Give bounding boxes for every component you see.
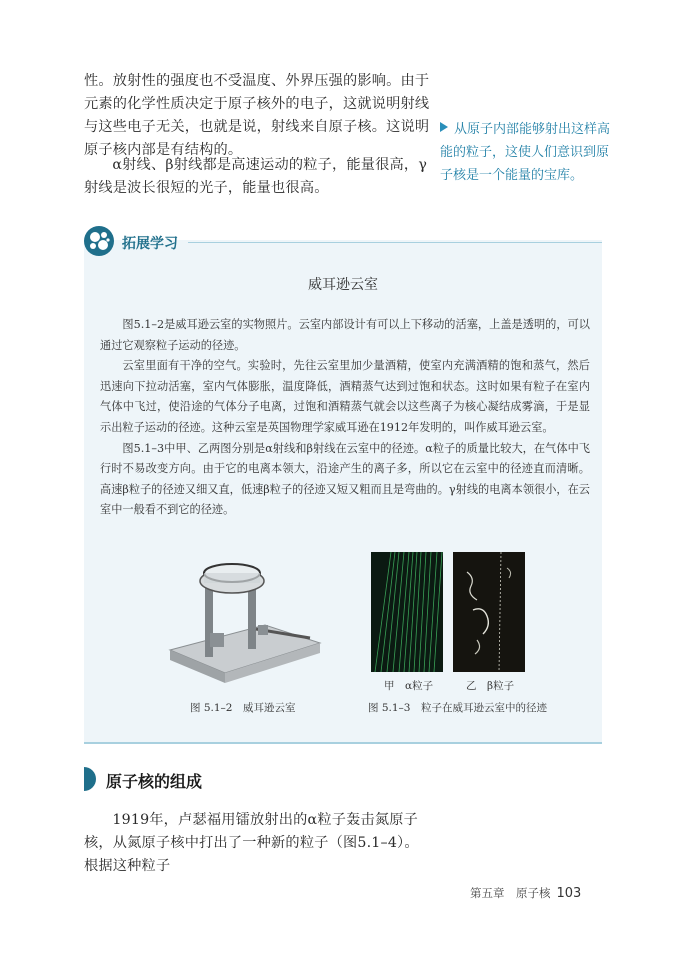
paragraph-text: α射线、β射线都是高速运动的粒子，能量很高，γ射线是波长很短的光子，能量也很高。 — [84, 157, 428, 196]
paragraph-text: 性。放射性的强度也不受温度、外界压强的影响。由于元素的化学性质决定于原子核外的电子，这就说明射线与这些电子无关，也就是说，射线来自原子核。这说明原子核内部是有结构的。 — [84, 73, 430, 158]
extension-bottom-divider — [84, 742, 602, 744]
margin-note — [440, 118, 610, 187]
cloud-chamber-photo — [160, 545, 330, 695]
extension-paragraph: 云室里面有干净的空气。实验时，先往云室里加少量酒精，使室内充满酒精的饱和蒸气，然后迅速向下拉动活塞，室内气体膨胀，温度降低，酒精蒸气达到过饱和状态。这时如果有粒子在室内气体中飞过，使沿途的气体分子电离，过饱和酒精蒸气就会以这些离子为核心凝结成雾滴，于是显示出粒子运动的径迹。这种云室是英国物理学家威耳逊在1912年发明的，叫作威耳逊云室。 — [100, 359, 590, 434]
figure-label-beta: 乙 β粒子 — [466, 680, 515, 692]
section-marker-icon — [84, 767, 96, 791]
body-paragraph-3 — [84, 809, 432, 878]
extension-paragraph: 图5.1–2是威耳逊云室的实物照片。云室内部设计有可以上下移动的活塞，上盖是透明的，可以通过它观察粒子运动的径迹。 — [100, 318, 590, 352]
footer-chapter: 第五章 原子核 — [470, 886, 551, 900]
figure-label-alpha: 甲 α粒子 — [384, 680, 434, 692]
header-divider — [188, 242, 602, 243]
extension-text — [100, 315, 590, 521]
margin-note-text: 从原子内部能够射出这样高能的粒子，这使人们意识到原子核是一个能量的宝库。 — [440, 122, 611, 183]
paragraph-text: 1919年，卢瑟福用镭放射出的α粒子轰击氮原子核，从氮原子核中打出了一种新的粒子（图5.1–4）。根据这种粒子 — [84, 812, 419, 874]
triangle-marker-icon — [440, 122, 448, 132]
body-paragraph-2 — [84, 154, 432, 200]
extension-header-title: 拓展学习 — [122, 236, 178, 252]
figure-caption: 图 5.1–2 威耳逊云室 — [190, 702, 296, 714]
section-title: 原子核的组成 — [106, 772, 203, 791]
extension-paragraph: 图5.1–3中甲、乙两图分别是α射线和β射线在云室中的径迹。α粒子的质量比较大，在气体中飞行时不易改变方向。由于它的电离本领大，沿途产生的离子多，所以它在云室中的径迹直而清晰。高速β粒子的径迹又细又直，低速β粒子的径迹又短又粗而且是弯曲的。γ射线的电离本领很小，在云室中一般看不到它的径迹。 — [100, 441, 590, 517]
body-paragraph-1 — [84, 70, 432, 162]
beta-track-photo — [453, 552, 525, 672]
extension-title: 威耳逊云室 — [308, 277, 378, 293]
bubbles-logo-icon — [84, 226, 114, 256]
figure-caption: 图 5.1–3 粒子在威耳逊云室中的径迹 — [368, 702, 547, 714]
page-number: 103 — [556, 886, 582, 901]
extension-header — [84, 226, 602, 260]
alpha-track-photo — [371, 552, 443, 672]
page-footer — [470, 885, 581, 901]
